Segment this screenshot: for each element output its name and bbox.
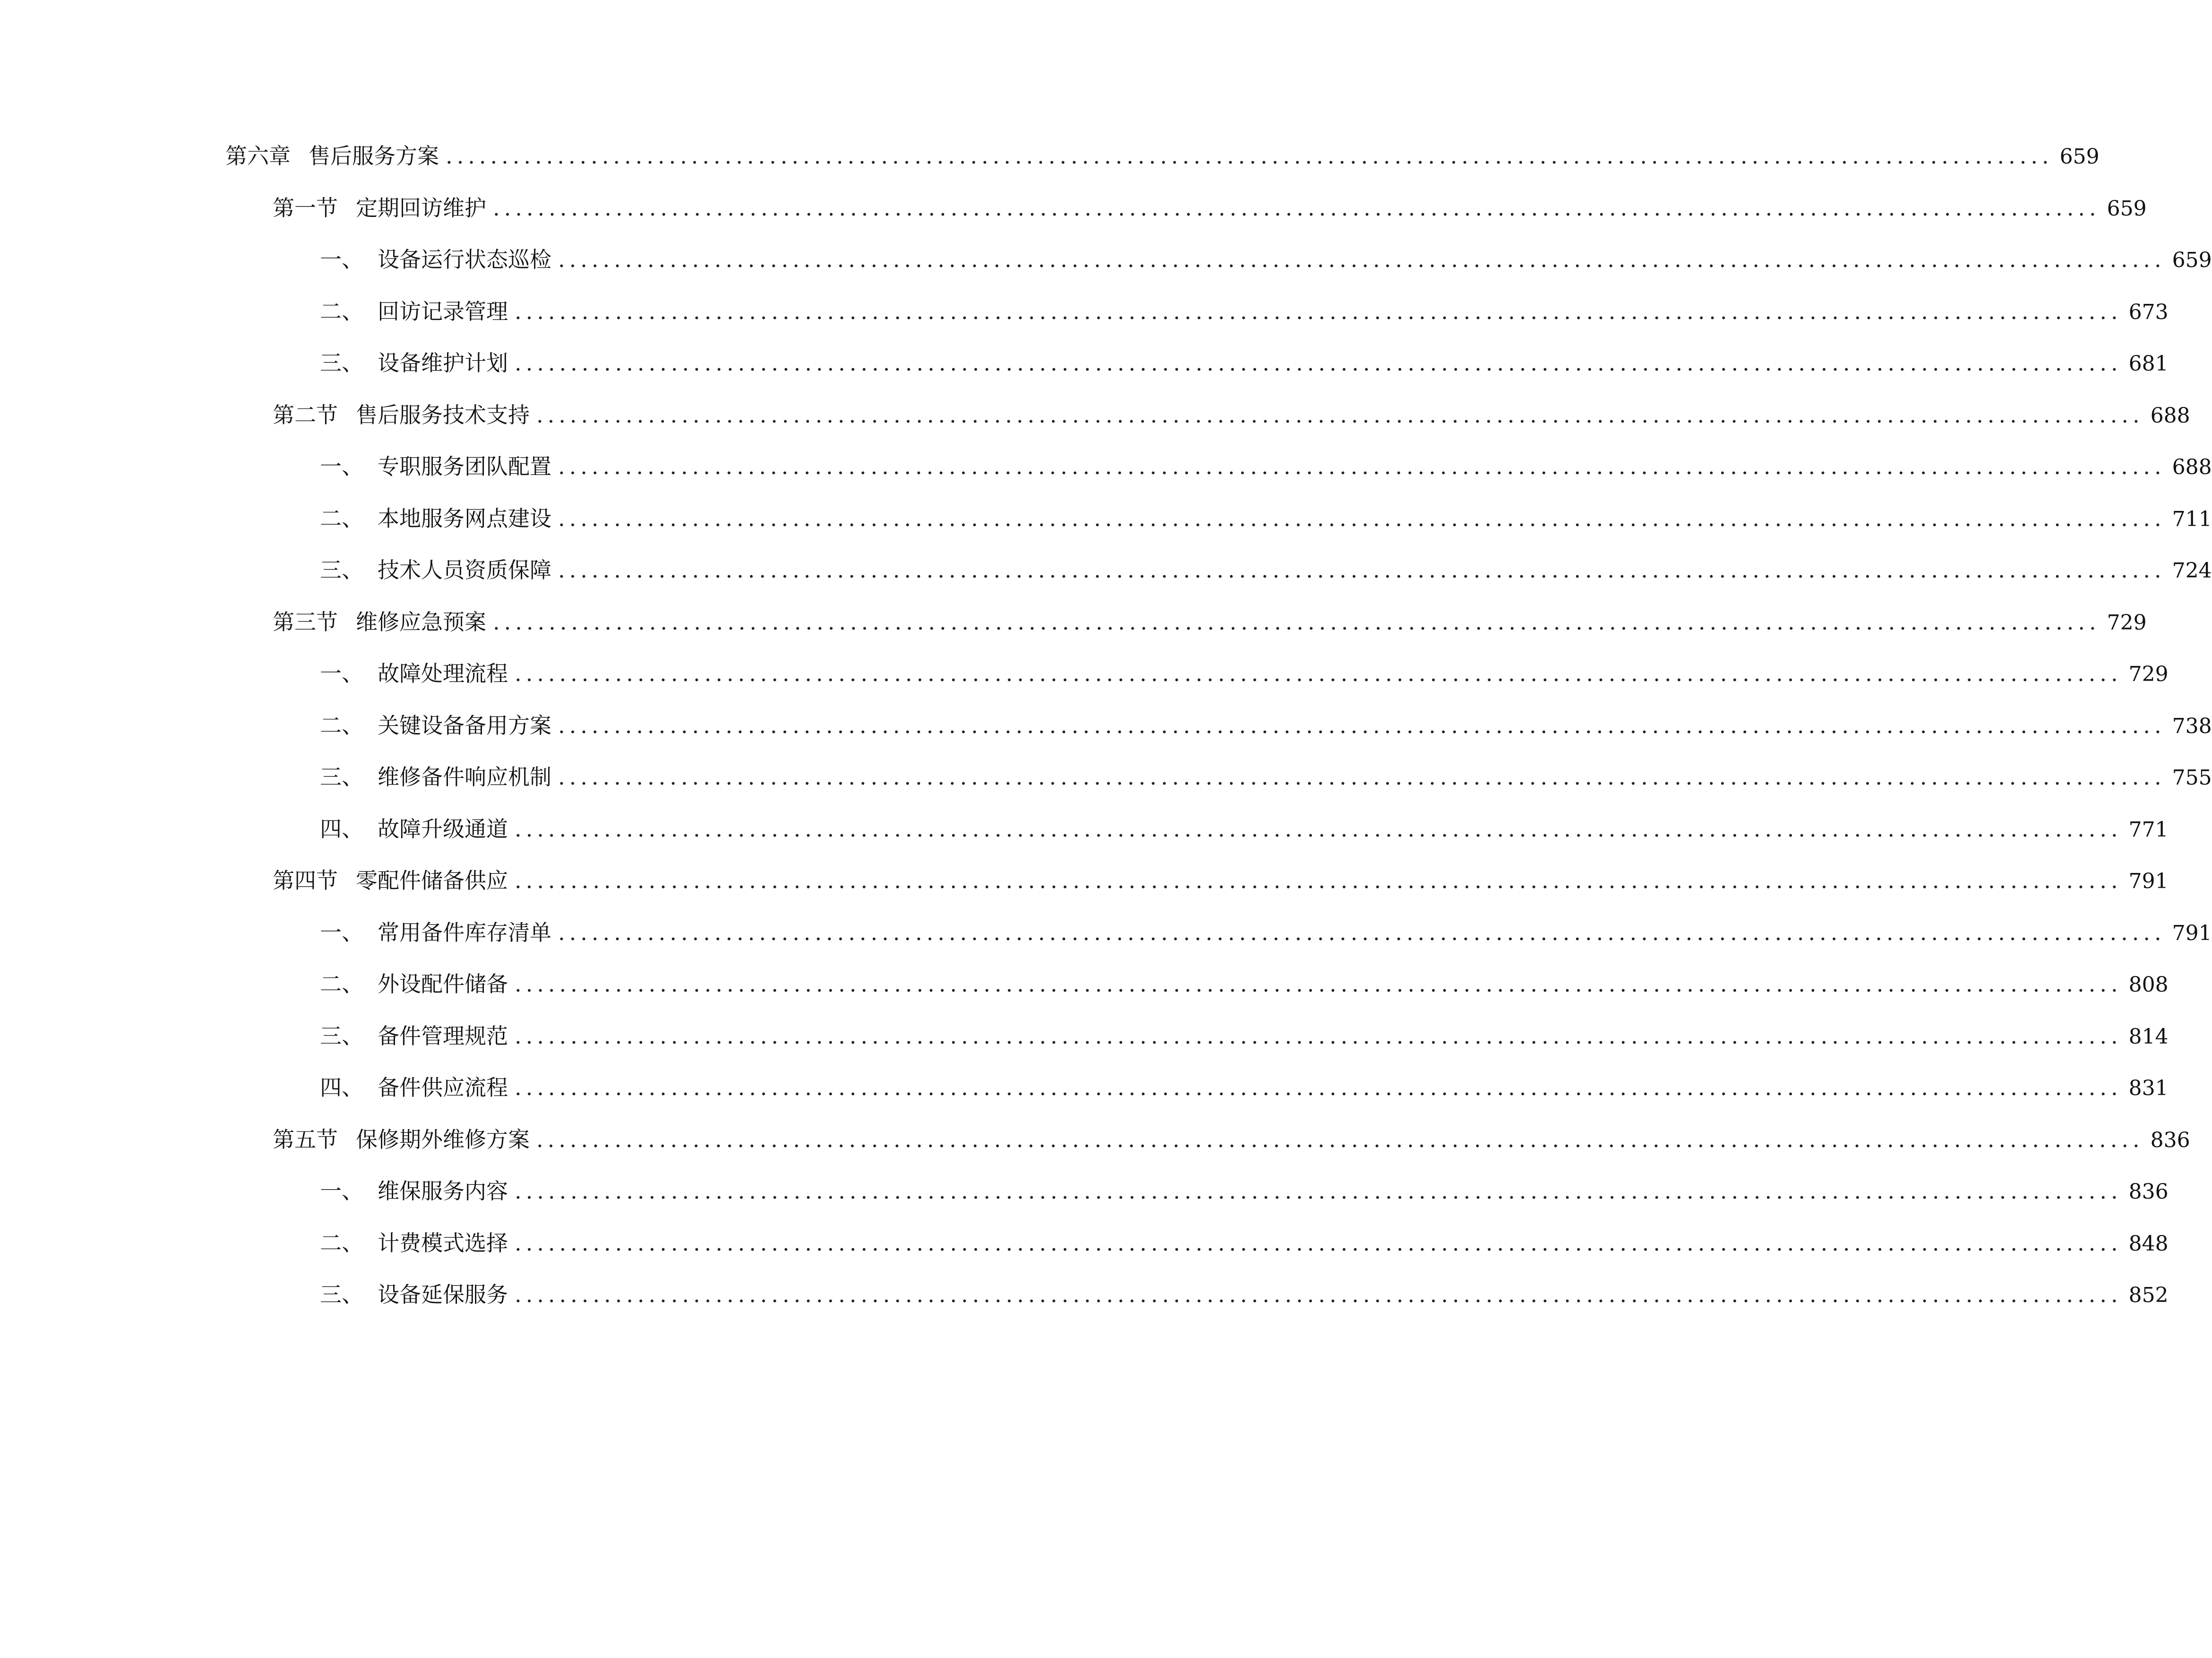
toc-dot-leader: ................................................................................................................................................: [493, 609, 2100, 635]
toc-dot-leader: ................................................................................................................................................: [515, 971, 2122, 997]
toc-entry-number: 三、: [320, 557, 363, 583]
toc-entry-page-number: 659: [2172, 248, 2212, 272]
toc-dot-leader: ................................................................................................................................................: [515, 350, 2122, 376]
toc-entry-title: 设备运行状态巡检: [378, 247, 551, 272]
toc-entry-number: 一、: [320, 661, 363, 686]
toc-entry-number: 一、: [320, 454, 363, 479]
toc-entry[interactable]: [320, 1069, 2169, 1106]
toc-entry[interactable]: [320, 914, 2212, 951]
toc-dot-leader: ................................................................................................................................................: [558, 247, 2166, 272]
toc-entry-page-number: 659: [2059, 145, 2100, 169]
toc-entry-number: 四、: [320, 816, 363, 842]
toc-entry-number: 二、: [320, 1230, 363, 1256]
toc-entry-number: 第四节: [273, 868, 338, 893]
toc-entry-page-number: 848: [2128, 1231, 2169, 1256]
toc-entry[interactable]: [273, 396, 2190, 434]
toc-entry-number: 二、: [320, 712, 363, 738]
toc-entry-page-number: 836: [2150, 1128, 2190, 1152]
toc-entry-title: 备件供应流程: [378, 1075, 508, 1100]
toc-entry-number: 一、: [320, 247, 363, 272]
toc-dot-leader: ................................................................................................................................................: [558, 919, 2166, 945]
toc-entry[interactable]: [273, 1121, 2190, 1158]
toc-entry[interactable]: [320, 1224, 2169, 1262]
toc-entry-page-number: 852: [2128, 1283, 2169, 1307]
toc-entry-number: 第五节: [273, 1126, 338, 1152]
toc-entry-title: 定期回访维护: [356, 195, 486, 221]
toc-entry-title: 外设配件储备: [378, 971, 508, 997]
toc-entry-title: 维修应急预案: [356, 609, 486, 635]
toc-entry-number: 二、: [320, 298, 363, 324]
toc-entry[interactable]: [320, 1172, 2169, 1210]
toc-entry[interactable]: [320, 1276, 2169, 1313]
toc-entry-number: 四、: [320, 1075, 363, 1100]
toc-entry-title: 本地服务网点建设: [378, 505, 551, 531]
toc-dot-leader: ................................................................................................................................................: [558, 712, 2166, 738]
toc-dot-leader: ................................................................................................................................................: [558, 505, 2166, 531]
toc-entry-number: 一、: [320, 1178, 363, 1204]
toc-entry-title: 售后服务技术支持: [356, 402, 530, 428]
toc-entry-page-number: 755: [2172, 766, 2212, 790]
toc-entry[interactable]: [273, 189, 2147, 227]
toc-dot-leader: ................................................................................................................................................: [493, 195, 2100, 221]
toc-entry-title: 备件管理规范: [378, 1023, 508, 1049]
toc-entry[interactable]: [320, 655, 2169, 692]
toc-entry-number: 三、: [320, 764, 363, 790]
toc-entry-title: 专职服务团队配置: [378, 454, 551, 479]
toc-entry-title: 计费模式选择: [378, 1230, 508, 1256]
toc-entry-title: 维保服务内容: [378, 1178, 508, 1204]
toc-entry-number: 三、: [320, 1282, 363, 1307]
toc-dot-leader: ................................................................................................................................................: [515, 1230, 2122, 1256]
toc-entry-title: 故障处理流程: [378, 661, 508, 686]
toc-entry-page-number: 814: [2128, 1024, 2169, 1049]
toc-entry-title: 维修备件响应机制: [378, 764, 551, 790]
toc-dot-leader: ................................................................................................................................................: [536, 1126, 2144, 1152]
toc-entry-title: 常用备件库存清单: [378, 919, 551, 945]
toc-entry-number: 第六章: [225, 143, 291, 169]
toc-entry-page-number: 729: [2107, 610, 2147, 635]
toc-dot-leader: ................................................................................................................................................: [515, 298, 2122, 324]
toc-entry-title: 回访记录管理: [378, 298, 508, 324]
toc-dot-leader: ................................................................................................................................................: [558, 764, 2166, 790]
toc-entry-page-number: 791: [2172, 921, 2212, 945]
toc-entry-title: 保修期外维修方案: [356, 1126, 530, 1152]
toc-entry-page-number: 688: [2172, 455, 2212, 479]
toc-entry[interactable]: [273, 862, 2169, 899]
toc-dot-leader: ................................................................................................................................................: [515, 1282, 2122, 1307]
toc-entry-page-number: 659: [2107, 196, 2147, 221]
toc-entry-number: 二、: [320, 971, 363, 997]
toc-entry[interactable]: [320, 707, 2212, 744]
toc-entry-number: 二、: [320, 505, 363, 531]
toc-entry-page-number: 791: [2128, 869, 2169, 893]
toc-entry-page-number: 681: [2128, 352, 2169, 376]
toc-entry-number: 第三节: [273, 609, 338, 635]
toc-entry-number: 第一节: [273, 195, 338, 221]
toc-entry[interactable]: [320, 448, 2212, 485]
toc-entry-page-number: 836: [2128, 1180, 2169, 1204]
toc-entry-page-number: 808: [2128, 973, 2169, 997]
toc-entry-page-number: 771: [2128, 817, 2169, 842]
toc-entry[interactable]: [225, 137, 2100, 175]
toc-entry-title: 关键设备备用方案: [378, 712, 551, 738]
toc-entry-page-number: 688: [2150, 403, 2190, 428]
toc-dot-leader: ................................................................................................................................................: [515, 816, 2122, 842]
toc-entry[interactable]: [320, 758, 2212, 796]
toc-entry-page-number: 831: [2128, 1076, 2169, 1100]
toc-dot-leader: ................................................................................................................................................: [558, 454, 2166, 479]
toc-entry[interactable]: [320, 1017, 2169, 1055]
toc-entry[interactable]: [320, 293, 2169, 330]
toc-entry-number: 一、: [320, 919, 363, 945]
toc-entry-number: 三、: [320, 1023, 363, 1049]
toc-entry[interactable]: [320, 810, 2169, 848]
toc-dot-leader: ................................................................................................................................................: [558, 557, 2166, 583]
toc-entry[interactable]: [320, 551, 2212, 589]
toc-entry[interactable]: [320, 241, 2212, 278]
toc-entry-page-number: 711: [2172, 507, 2212, 531]
toc-dot-leader: ................................................................................................................................................: [515, 661, 2122, 686]
toc-dot-leader: ................................................................................................................................................: [515, 868, 2122, 893]
toc-entry-title: 故障升级通道: [378, 816, 508, 842]
toc-entry-page-number: 673: [2128, 300, 2169, 324]
toc-entry-title: 技术人员资质保障: [378, 557, 551, 583]
toc-dot-leader: ................................................................................................................................................: [536, 402, 2144, 428]
toc-entry[interactable]: [320, 500, 2212, 537]
toc-entry[interactable]: [320, 344, 2169, 382]
toc-entry-title: 设备延保服务: [378, 1282, 508, 1307]
toc-entry[interactable]: [273, 603, 2147, 641]
toc-entry-number: 三、: [320, 350, 363, 376]
toc-entry-title: 零配件储备供应: [356, 868, 508, 893]
toc-entry-title: 售后服务方案: [309, 143, 439, 169]
toc-entry-page-number: 738: [2172, 714, 2212, 738]
toc-dot-leader: ................................................................................................................................................: [515, 1178, 2122, 1204]
toc-dot-leader: ................................................................................................................................................: [515, 1023, 2122, 1049]
toc-entry[interactable]: [320, 965, 2169, 1003]
toc-entry-number: 第二节: [273, 402, 338, 428]
toc-dot-leader: ................................................................................................................................................: [446, 143, 2053, 169]
toc-entry-page-number: 729: [2128, 662, 2169, 686]
toc-dot-leader: ................................................................................................................................................: [515, 1075, 2122, 1100]
toc-entry-page-number: 724: [2172, 559, 2212, 583]
toc-entry-title: 设备维护计划: [378, 350, 508, 376]
